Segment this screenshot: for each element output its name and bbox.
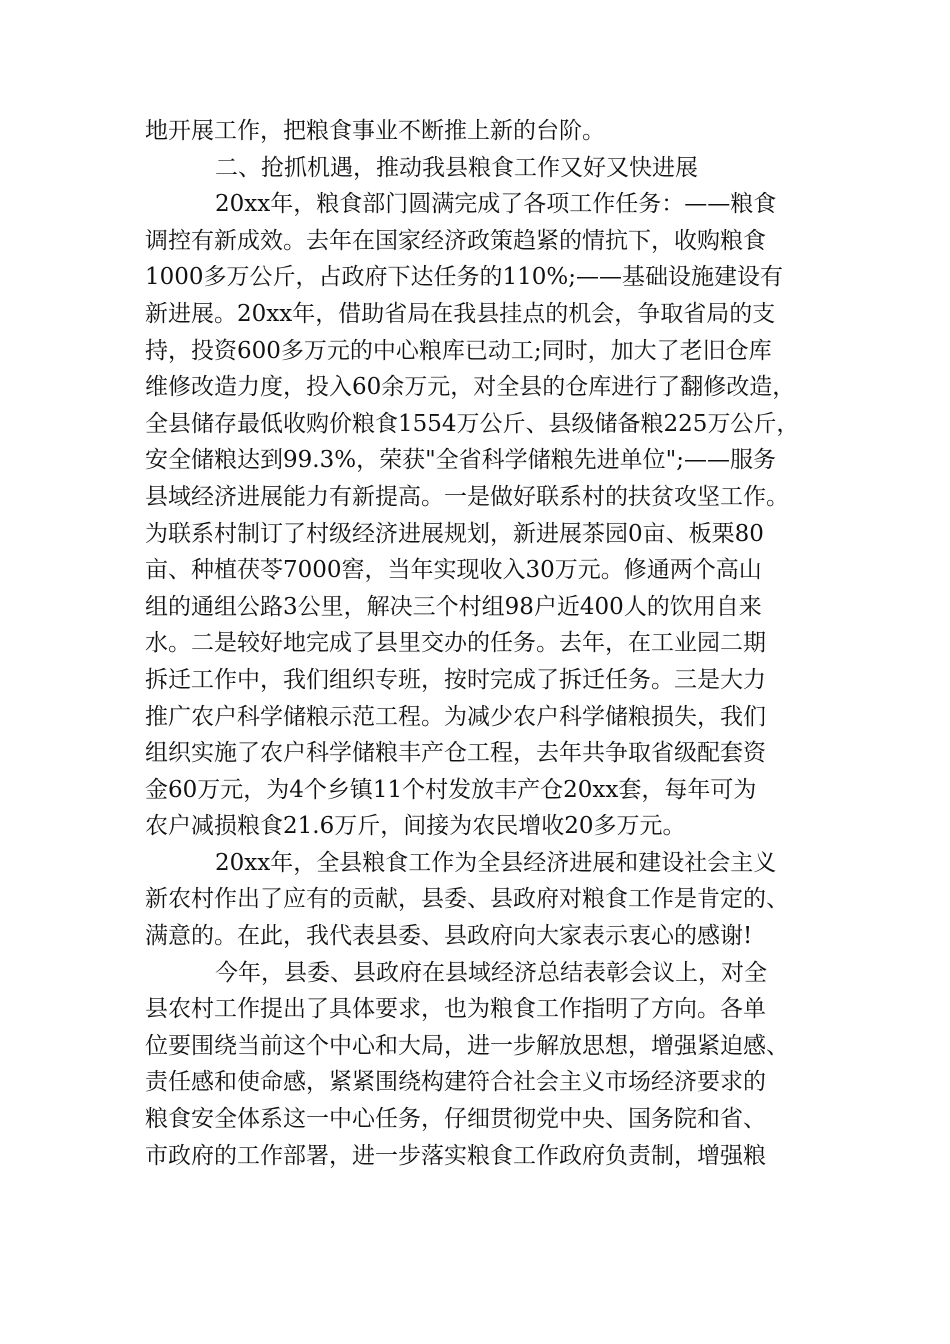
text-line: 位要围绕当前这个中心和大局，进一步解放思想，增强紧迫感、 [145, 1032, 789, 1059]
text-line: 组的通组公路3公里，解决三个村组98户近400人的饮用自来 [145, 593, 762, 620]
text-line: 为联系村制订了村级经济进展规划，新进展茶园0亩、板栗80 [145, 520, 764, 547]
text-line: 满意的。在此，我代表县委、县政府向大家表示衷心的感谢! [145, 923, 753, 950]
text-line: 全县储存最低收购价粮食1554万公斤、县级储备粮225万公斤， [145, 410, 800, 437]
text-line: 推广农户科学储粮示范工程。为减少农户科学储粮损失，我们 [145, 703, 766, 730]
text-line: 20xx年，粮食部门圆满完成了各项工作任务：——粮食 [215, 191, 777, 218]
text-line: 水。二是较好地完成了县里交办的任务。去年，在工业园二期 [145, 630, 766, 657]
text-line: 县域经济进展能力有新提高。一是做好联系村的扶贫攻坚工作。 [145, 483, 789, 510]
document-body [145, 113, 815, 1174]
text-line: 亩、种植茯苓7000窖，当年实现收入30万元。修通两个高山 [145, 557, 762, 584]
text-line: 20xx年，全县粮食工作为全县经济进展和建设社会主义 [215, 849, 777, 876]
text-line: 持，投资600多万元的中心粮库已动工;同时，加大了老旧仓库 [145, 337, 772, 364]
text-line: 今年，县委、县政府在县域经济总结表彰会议上，对全 [215, 959, 767, 986]
text-line: 县农村工作提出了具体要求，也为粮食工作指明了方向。各单 [145, 996, 766, 1023]
text-line: 维修改造力度，投入60余万元，对全县的仓库进行了翻修改造， [145, 374, 796, 401]
text-line: 地开展工作，把粮食事业不断推上新的台阶。 [145, 118, 605, 144]
text-line: 拆迁工作中，我们组织专班，按时完成了拆迁任务。三是大力 [145, 666, 766, 693]
text-line: 农户减损粮食21.6万斤，间接为农民增收20多万元。 [145, 813, 686, 840]
text-line: 调控有新成效。去年在国家经济政策趋紧的情抗下，收购粮食 [145, 227, 766, 254]
text-line: 组织实施了农户科学储粮丰产仓工程，去年共争取省级配套资 [145, 740, 766, 767]
text-line: 金60万元，为4个乡镇11个村发放丰产仓20xx套，每年可为 [145, 776, 757, 803]
text-line: 1000多万公斤，占政府下达任务的110%;——基础设施建设有 [145, 264, 784, 291]
section-heading: 二、抢抓机遇，推动我县粮食工作又好又快进展 [215, 154, 698, 181]
text-line: 责任感和使命感，紧紧围绕构建符合社会主义市场经济要求的 [145, 1069, 766, 1096]
text-line: 新农村作出了应有的贡献，县委、县政府对粮食工作是肯定的、 [145, 886, 789, 913]
text-line: 新进展。20xx年，借助省局在我县挂点的机会，争取省局的支 [145, 300, 776, 327]
text-line: 粮食安全体系这一中心任务，仔细贯彻党中央、国务院和省、 [145, 1106, 766, 1133]
text-line: 市政府的工作部署，进一步落实粮食工作政府负责制，增强粮 [145, 1142, 766, 1169]
text-line: 安全储粮达到99.3%，荣获"全省科学储粮先进单位";——服务 [145, 447, 776, 474]
